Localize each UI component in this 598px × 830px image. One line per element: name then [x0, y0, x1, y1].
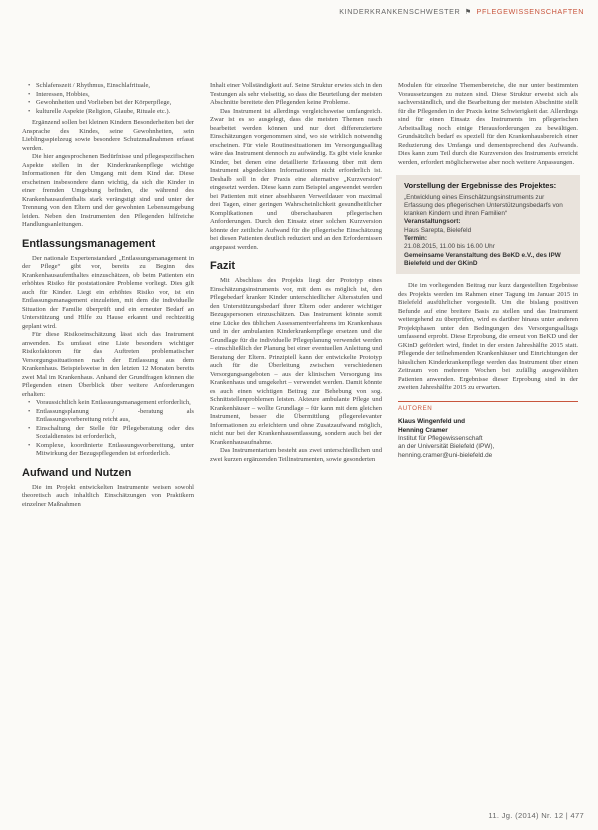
event-date: 21.08.2015, 11.00 bis 16.00 Uhr — [404, 243, 495, 251]
flag-icon: ⚑ — [464, 7, 472, 16]
event-place-label: Veranstaltungsort: — [404, 218, 461, 226]
event-title: „Entwicklung eines Einschätzungsinstruments zur Erfassung des pflegerischen Unterstützungsbedarfs von kranken Kindern und ihren Familien“ — [404, 193, 563, 218]
author-email[interactable]: henning.cramer@uni-bielefeld.de — [398, 451, 493, 459]
list-item: • Schlafenszeit / Rhythmus, Einschlafrituale, — [30, 82, 194, 91]
column-2 — [210, 82, 382, 464]
header-category: PFLEGEWISSENSCHAFTEN — [476, 7, 584, 16]
paragraph: Die im vorliegenden Beitrag nur kurz dargestellten Ergebnisse des Projekts werden im Rahmen einer Tagung im Januar 2015 in Bielefeld ausführlicher vorgestellt. Um die bislang positiven Befunde auf eine breitere Basis zu stellen und das Instrument weitergehend zu überprüfen, wird es darüber hinaus unter anderen Projektphasen unter den Bedingungen des Versorgungsalltags umfassend erprobt. Diese Erprobung, die erneut von BeKD und der GKinD gefördert wird, findet in der ersten Jahreshälfte 2015 statt. Pflegende der teilnehmenden Krankenhäuser und Einrichtungen der häuslichen Kinderkrankenpflege werden das Instrument über einen Zeitraum von mehreren Wochen bei zufällig ausgewählten Patienten anwenden. Ergebnisse dieser Erprobung sind in der zweiten Jahreshälfte 2015 zu erwarten. — [398, 282, 578, 392]
list-item: • Gewohnheiten und Vorlieben bei der Körperpflege, — [30, 99, 194, 108]
section-heading-fazit: Fazit — [210, 260, 236, 272]
bullet-list-top — [22, 82, 194, 116]
author-name: Klaus Wingenfeld und — [398, 418, 466, 426]
list-item: • Voraussichtlich kein Entlassungsmanagement erforderlich, — [30, 399, 194, 408]
list-item: • Entlassungsplanung / -beratung als Entlassungsvorbereitung reicht aus, — [30, 408, 194, 425]
paragraph: Das Instrumentarium besteht aus zwei unterschiedlichen und zwei kurzen ergänzenden Teilinstrumenten, sowie gesonderten — [210, 447, 382, 463]
authors-divider — [398, 401, 578, 402]
author-name: Henning Cramer — [398, 426, 448, 434]
bullet-list-bottom — [22, 399, 194, 459]
paragraph: Inhalt einer Vollständigkeit auf. Seine Struktur erwies sich in den Testungen als sehr vielseitig, so dass die Beurteilung der meisten Abschnitte bereitete den Pflegenden keine Probleme. — [210, 82, 382, 106]
author-info — [398, 418, 578, 460]
event-info-box — [396, 175, 580, 274]
event-organizer: Gemeinsame Veranstaltung des BeKD e.V., des IPW Bielefeld und der GKinD — [404, 251, 561, 267]
authors-label: AUTOREN — [398, 404, 433, 412]
paragraph: Ergänzend sollen bei kleinen Kindern Besonderheiten bei der Ansprache des Kindes, seine Gewohnheiten, sein Lieblingsspielzeug sowie besondere Schutzmaßnahmen erfasst werden. — [22, 119, 194, 152]
list-item: • kulturelle Aspekte (Religion, Glaube, Rituale etc.). — [30, 108, 194, 117]
author-institution: an der Universität Bielefeld (IPW), — [398, 443, 495, 451]
paragraph: Der nationale Expertenstandard „Entlassungsmanagement in der Pflege“ gibt vor, bereits zu Beginn des Krankenhausaufenthaltes einzuschätzen, ob beim Patienten ein erhöhtes Risiko für poststationäre Probleme vorliegt. Dies gilt auch für Kinder. Liegt ein erhöhtes Risiko vor, ist ein Entlassungsmanagement einzuleiten, mit dem die individuelle Situation der Familie überprüft und ein erneuter Bedarf an Unterstützung und Hilfe zu Hause erkannt und rechtzeitig geplant wird. — [22, 254, 194, 330]
column-3 — [398, 82, 578, 460]
page-footer: 11. Jg. (2014) Nr. 12 | 477 — [488, 811, 584, 820]
event-date-label: Termin: — [404, 234, 427, 242]
paragraph: Modulen für einzelne Themenbereiche, die nur unter bestimmten Voraussetzungen zu nutzen sind. Diese Struktur erweist sich als sachverständlich, und die Bearbeitung der meisten Abschnitte stellt für die Pflegenden in der Praxis keine Schwierigkeit dar. Allerdings sind für einen Einsatz des Instruments im pflegerischen Arbeitsalltag noch einige Herausforderungen zu bewältigen. Grundsätzlich bedarf es speziell für den Krankenhausbereich einer Reduzierung des Umfangs und dementsprechend des Aufwands. Dies kann zum Teil durch die Kurzversion des Instruments erreicht werden, erfordert möglicherweise aber noch weitere Anpassungen. — [398, 82, 578, 166]
paragraph: Die hier angesprochenen Bedürfnisse und pflegespezifischen Aspekte stellen in der Kinderkrankenpflege wichtige Informationen für den Umgang mit dem Kind dar. Diese erscheinen insbesondere dann wichtig, da sich die Kinder in einer fremden Umgebung befinden, die während des Krankenhausaufenthalts stark verängstigt sind und unter der Trennung von den Eltern und der gewohnten Lebensumgebung leiden. Neben den Instrumenten den Pflegenden hilfreiche Handlungsanleitungen. — [22, 153, 194, 228]
running-header — [0, 7, 598, 19]
paragraph: Die im Projekt entwickelten Instrumente weisen sowohl theoretisch auch inhaltlich Einschätzungen von Praktikern einzelner Maßnahmen — [22, 483, 194, 508]
event-place: Haus Sarepta, Bielefeld — [404, 226, 472, 234]
paragraph: Das Instrument ist allerdings vergleichsweise umfangreich. Zwar ist es so ausgelegt, dass die meisten Themen rasch bearbeitet werden können und nur dort differenziertere Einschätzungen vorgenommen sind, wo sie wirklich notwendig erscheinen. Für viele Routinesituationen im Versorgungsalltag wäre das Instrument dennoch zu aufwändig. Es gibt viele kranke Kinder, bei denen eine detaillierte Erfassung über mit dem Instrument abgedeckten Informationen nicht erforderlich ist. Deshalb soll in der Praxis eine alternative „Kurzversion“ eingesetzt werden. Diese kann zum Beispiel angewendet werden bei Patienten mit einer absehbaren Verweildauer von maximal drei Tagen, einer geringen Wahrscheinlichkeit gesundheitlicher Komplikationen und überschaubaren pflegerischen Anforderungen. Durch den Einsatz einer solchen Kurzversion könnte der zeitliche Aufwand für die pflegerische Einschätzung bei diesen Patienten deutlich reduziert und an den Erfordernissen angepasst werden. — [210, 107, 382, 251]
list-item: • Interessen, Hobbies, — [30, 91, 194, 100]
header-section: KINDERKRANKENSCHWESTER — [339, 7, 461, 16]
column-1 — [22, 82, 194, 509]
list-item: • Einschaltung der Stelle für Pflegeberatung oder des Sozialdienstes ist erforderlich, — [30, 425, 194, 442]
paragraph: Mit Abschluss des Projekts liegt der Prototyp eines Einschätzungsinstruments vor, mit dem es möglich ist, den Pflegebedarf kranker Kinder unterschiedlicher Altersstufen und den Unterstützungsbedarf ihrer Eltern oder anderer wichtiger Bezugspersonen einzuschätzen. Das Instrument könnte somit eine Lücke des üblichen Assessmentverfahrens im Krankenhaus und in der ambulanten Kinderkrankenpflege ersetzen und die Grundlage für die individuelle Pflegeplanung verwendet werden – einschließlich der Planung bei einer eventuellen Anleitung und Beratung der Eltern. Prinzipiell kann der entwickelte Prototyp auch für die Überleitung zwischen verschiedenen Versorgungsangeboten – aus der klinischen Versorgung ins Krankenhaus und umgekehrt – verwendet werden. Damit könnte es auch einen wichtigen Beitrag zur Behebung von sog. Schnittstellenproblemen leisten. Akteure ambulante Pflege und Krankenhäuser – wollte Grundlage – für kann mit dem gleichen Instrument, besser die Übermittlung pflegerelevanter Informationen zu erleichtern und ohne Zusatzaufwand möglich, nicht nur bei der Krankenhausentlassung, sondern auch bei der Krankenhausaufnahme. — [210, 277, 382, 446]
author-institution: Institut für Pflegewissenschaft — [398, 434, 483, 442]
list-item: • Komplexe, koordinierte Entlassungsvorbereitung, unter Mitwirkung der Bezugspflegenden ist erforderlich. — [30, 442, 194, 459]
section-heading-aufwand: Aufwand und Nutzen — [22, 466, 132, 479]
paragraph: Für diese Risikoeinschätzung lässt sich das Instrument anwenden. Es umfasst eine Liste besonders wichtiger Risikofaktoren für das Auftreten problematischer Versorgungssituationen nach der Entlassung aus dem Krankenhaus. Beispielsweise in den letzten 12 Monaten bereits zwei Mal im Krankenhaus. Anhand der Grundfragen können die Pflegenden einen Überblick über weitere Anforderungen erhalten: — [22, 331, 194, 398]
event-box-heading: Vorstellung der Ergebnisse des Projektes: — [404, 181, 557, 190]
section-heading-entlassung: Entlassungsmanagement — [22, 237, 156, 250]
